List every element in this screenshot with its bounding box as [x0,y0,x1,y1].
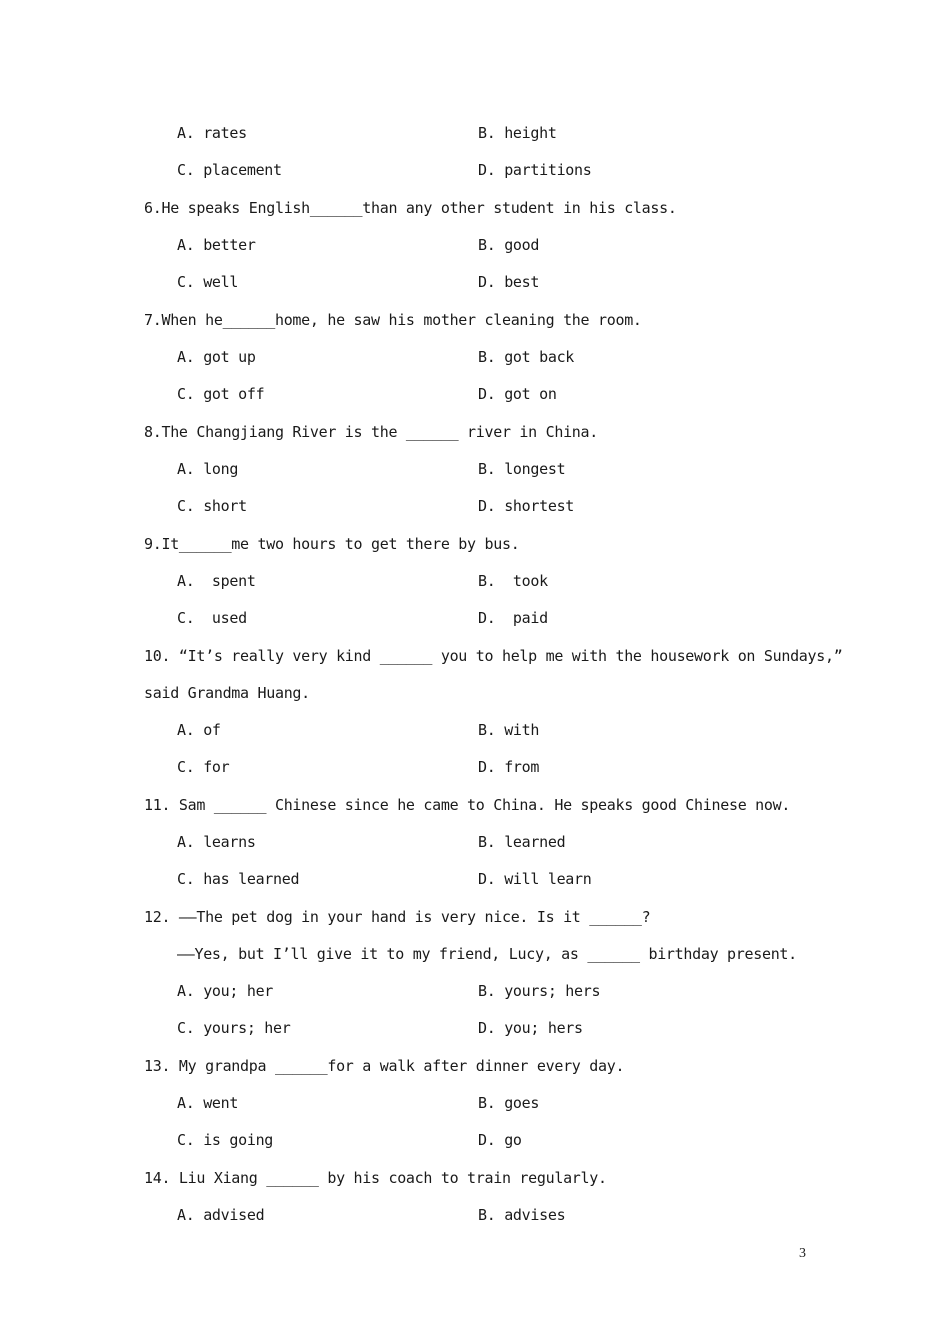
question-6-stem: 6.He speaks English______than any other student in his class. [144,199,677,217]
option-11-a: A. learns [177,833,256,851]
option-12-d: D. you; hers [478,1019,583,1037]
option-8-b: B. longest [478,460,566,478]
option-9-d: D. paid [478,609,548,627]
option-9-a: A. spent [177,572,256,590]
option-10-c: C. for [177,758,230,776]
question-10-stem-cont: said Grandma Huang. [144,684,310,702]
option-13-d: D. go [478,1131,522,1149]
option-14-a: A. advised [177,1206,265,1224]
option-5-d: D. partitions [478,161,592,179]
option-9-c: C. used [177,609,247,627]
option-9-b: B. took [478,572,548,590]
option-10-b: B. with [478,721,540,739]
option-6-a: A. better [177,236,256,254]
option-11-d: D. will learn [478,870,592,888]
question-10-stem: 10. “It’s really very kind ______ you to help me with the housework on Sundays,” [144,647,843,665]
question-11-stem: 11. Sam ______ Chinese since he came to China. He speaks good Chinese now. [144,796,791,814]
page-number: 3 [799,1246,806,1261]
option-7-a: A. got up [177,348,256,366]
question-8-stem: 8.The Changjiang River is the ______ river in China. [144,423,599,441]
option-12-b: B. yours; hers [478,982,601,1000]
question-12-stem-cont: ——Yes, but I’ll give it to my friend, Lucy, as ______ birthday present. [177,945,797,963]
option-6-d: D. best [478,273,540,291]
option-5-c: C. placement [177,161,282,179]
question-12-stem: 12. ——The pet dog in your hand is very nice. Is it ______? [144,908,651,926]
option-7-c: C. got off [177,385,265,403]
question-9-stem: 9.It______me two hours to get there by bus. [144,535,520,553]
question-13-stem: 13. My grandpa ______for a walk after dinner every day. [144,1057,625,1075]
option-8-d: D. shortest [478,497,575,515]
question-7-stem: 7.When he______home, he saw his mother cleaning the room. [144,311,642,329]
option-5-b: B. height [478,124,557,142]
option-10-a: A. of [177,721,221,739]
option-13-c: C. is going [177,1131,274,1149]
option-11-c: C. has learned [177,870,300,888]
option-12-a: A. you; her [177,982,274,1000]
option-5-a: A. rates [177,124,247,142]
option-7-b: B. got back [478,348,575,366]
option-8-a: A. long [177,460,239,478]
option-10-d: D. from [478,758,540,776]
question-14-stem: 14. Liu Xiang ______ by his coach to train regularly. [144,1169,607,1187]
option-6-c: C. well [177,273,239,291]
option-13-a: A. went [177,1094,239,1112]
option-6-b: B. good [478,236,540,254]
option-7-d: D. got on [478,385,557,403]
option-14-b: B. advises [478,1206,566,1224]
option-11-b: B. learned [478,833,566,851]
option-13-b: B. goes [478,1094,540,1112]
option-8-c: C. short [177,497,247,515]
option-12-c: C. yours; her [177,1019,291,1037]
